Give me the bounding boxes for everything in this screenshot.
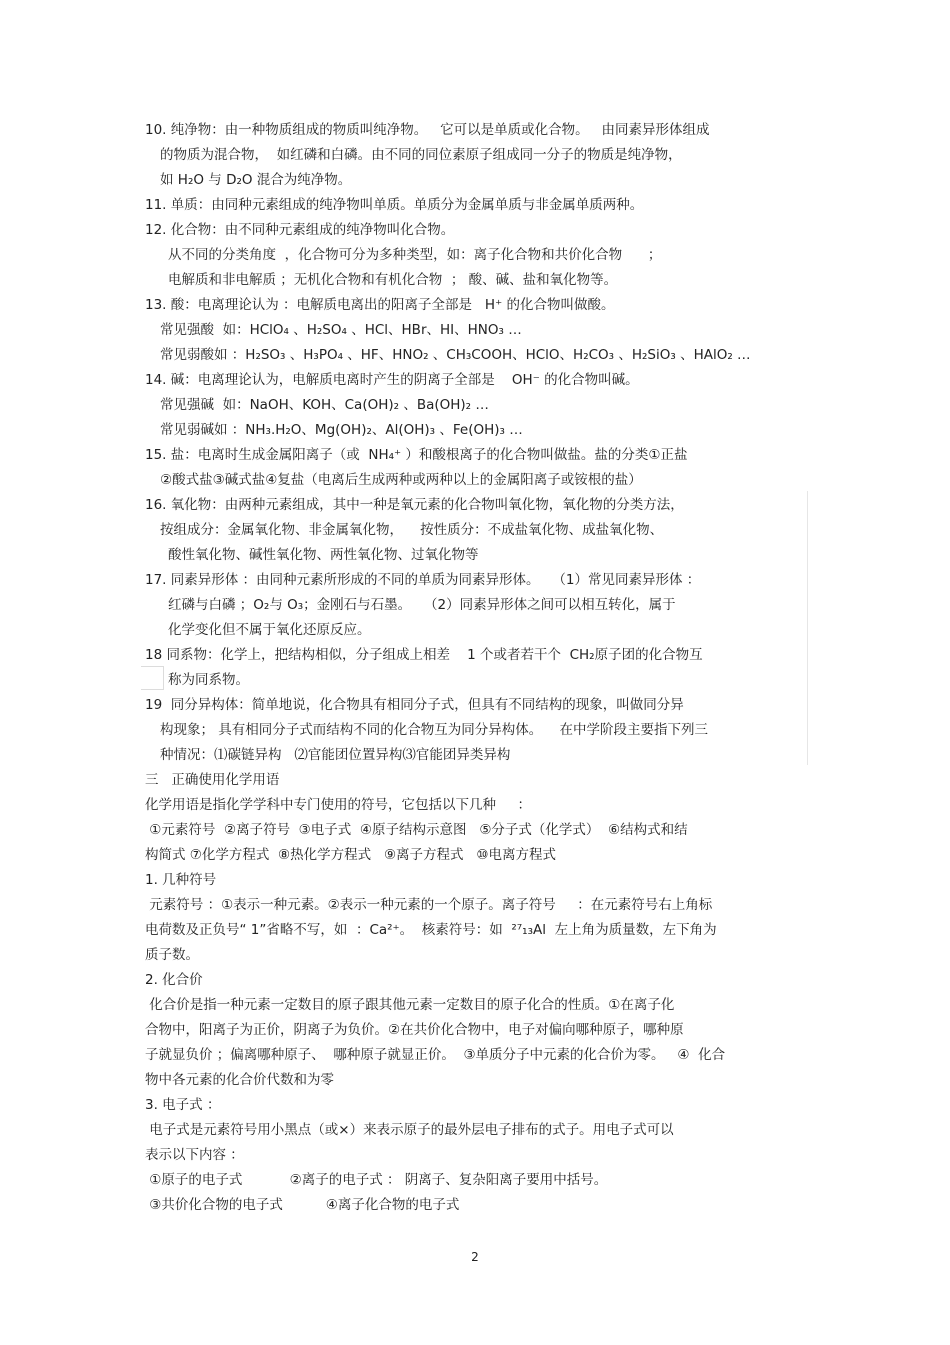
text-line: 常见弱碱如 ：NH₃.H₂O、Mg(OH)₂、Al(OH)₃ 、Fe(OH)₃ … (160, 422, 523, 438)
text-line: ①原子的电子式 ②离子的电子式 ： 阴离子、复杂阳离子要用中括号。 (145, 1172, 608, 1188)
text-line: 12. 化合物：由不同种元素组成的纯净物叫化合物。 (145, 222, 455, 238)
text-line: 17. 同素异形体 ：由同种元素所形成的不同的单质为同素异形体。 （1）常见同素异形体 ： (145, 572, 701, 588)
text-line: 物中各元素的化合价代数和为零 (145, 1072, 334, 1088)
text-line: 化合价是指一种元素一定数目的原子跟其他元素一定数目的原子化合的性质。①在离子化 (145, 997, 675, 1013)
text-line: ①元素符号 ②离子符号 ③电子式 ④原子结构示意图 ⑤分子式（化学式） ⑥结构式和结 (145, 822, 688, 838)
text-line: 从不同的分类角度 ，化合物可分为多种类型，如：离子化合物和共价化合物 ； (168, 247, 662, 263)
text-line: 18 同系物：化学上，把结构相似，分子组成上相差 1 个或者若干个 CH₂原子团的化合物互 (145, 647, 703, 663)
text-line: 如 H₂O 与 D₂O 混合为纯净物。 (160, 172, 352, 188)
text-line: 称为同系物。 (168, 672, 249, 688)
text-line: 按组成分：金属氧化物、非金属氧化物， 按性质分：不成盐氧化物、成盐氧化物、 (160, 522, 664, 538)
text-line: 10. 纯净物：由一种物质组成的物质叫纯净物。 它可以是单质或化合物。 由同素异形体组成 (145, 122, 710, 138)
text-line: 质子数。 (145, 947, 199, 963)
subsection-heading: 1. 几种符号 (145, 872, 217, 888)
text-line: 11. 单质：由同种元素组成的纯净物叫单质。单质分为金属单质与非金属单质两种。 (145, 197, 644, 213)
text-line: 15. 盐：电离时生成金属阳离子（或 NH₄⁺ ）和酸根离子的化合物叫做盐。盐的分类①正盐 (145, 447, 688, 463)
text-line: ③共价化合物的电子式 ④离子化合物的电子式 (145, 1197, 460, 1213)
text-line: 常见弱酸如 ：H₂SO₃ 、H₃PO₄ 、HF、HNO₂ 、CH₃COOH、HClO、H₂CO₃ 、H₂SiO₃ 、HAlO₂ … (160, 347, 751, 363)
text-line: ②酸式盐③碱式盐④复盐（电离后生成两种或两种以上的金属阳离子或铵根的盐） (160, 472, 642, 488)
text-line: 化学变化但不属于氧化还原反应。 (168, 622, 371, 638)
text-line: 常见强酸 如：HClO₄ 、H₂SO₄ 、HCl、HBr、HI、HNO₃ … (160, 322, 522, 338)
subsection-heading: 2. 化合价 (145, 972, 203, 988)
text-line: 电子式是元素符号用小黑点（或×）来表示原子的最外层电子排布的式子。用电子式可以 (145, 1122, 674, 1138)
text-line: 表示以下内容 ： (145, 1147, 244, 1163)
text-line: 14. 碱：电离理论认为，电解质电离时产生的阴离子全部是 OH⁻ 的化合物叫碱。 (145, 372, 639, 388)
text-line: 电荷数及正负号“ 1”省略不写，如 ：Ca²⁺。 核素符号：如 ²⁷₁₃Al 左上角为质量数，左下角为 (145, 922, 717, 938)
text-line: 化学用语是指化学学科中专门使用的符号，它包括以下几种 ： (145, 797, 531, 813)
text-line: 合物中，阳离子为正价，阴离子为负价。②在共价化合物中，电子对偏向哪种原子，哪种原 (145, 1022, 684, 1038)
text-line: 红磷与白磷 ；O₂与 O₃；金刚石与石墨。 （2）同素异形体之间可以相互转化，属于 (168, 597, 676, 613)
text-line: 元素符号 ：①表示一种元素。②表示一种元素的一个原子。离子符号 ：在元素符号右上角标 (145, 897, 713, 913)
text-line: 电解质和非电解质 ；无机化合物和有机化合物 ； 酸、碱、盐和氧化物等。 (168, 272, 618, 288)
text-line: 种情况：⑴碳链异构 ⑵官能团位置异构⑶官能团异类异构 (160, 747, 511, 763)
text-line: 13. 酸：电离理论认为 ：电解质电离出的阳离子全部是 H⁺ 的化合物叫做酸。 (145, 297, 615, 313)
text-line: 构简式 ⑦化学方程式 ⑧热化学方程式 ⑨离子方程式 ⑩电离方程式 (145, 847, 557, 863)
text-line: 构现象； 具有相同分子式而结构不同的化合物互为同分异构体。 在中学阶段主要指下列三 (160, 722, 708, 738)
text-line: 子就显负价 ；偏离哪种原子、 哪种原子就显正价。 ③单质分子中元素的化合价为零。 ④ 化合 (145, 1047, 726, 1063)
text-line: 19 同分异构体：简单地说，化合物具有相同分子式，但具有不同结构的现象，叫做同分异 (145, 697, 684, 713)
text-line: 16. 氧化物：由两种元素组成，其中一种是氧元素的化合物叫氧化物，氧化物的分类方法， (145, 497, 684, 513)
text-line: 常见强碱 如：NaOH、KOH、Ca(OH)₂ 、Ba(OH)₂ … (160, 397, 489, 413)
text-line: 酸性氧化物、碱性氧化物、两性氧化物、过氧化物等 (168, 547, 479, 563)
section-heading: 三 正确使用化学用语 (145, 772, 280, 788)
subsection-heading: 3. 电子式 ： (145, 1097, 221, 1113)
box-corner-mark (141, 666, 164, 690)
text-line: 的物质为混合物， 如红磷和白磷。由不同的同位素原子组成同一分子的物质是纯净物， (160, 147, 682, 163)
page-number: 2 (471, 1250, 479, 1264)
